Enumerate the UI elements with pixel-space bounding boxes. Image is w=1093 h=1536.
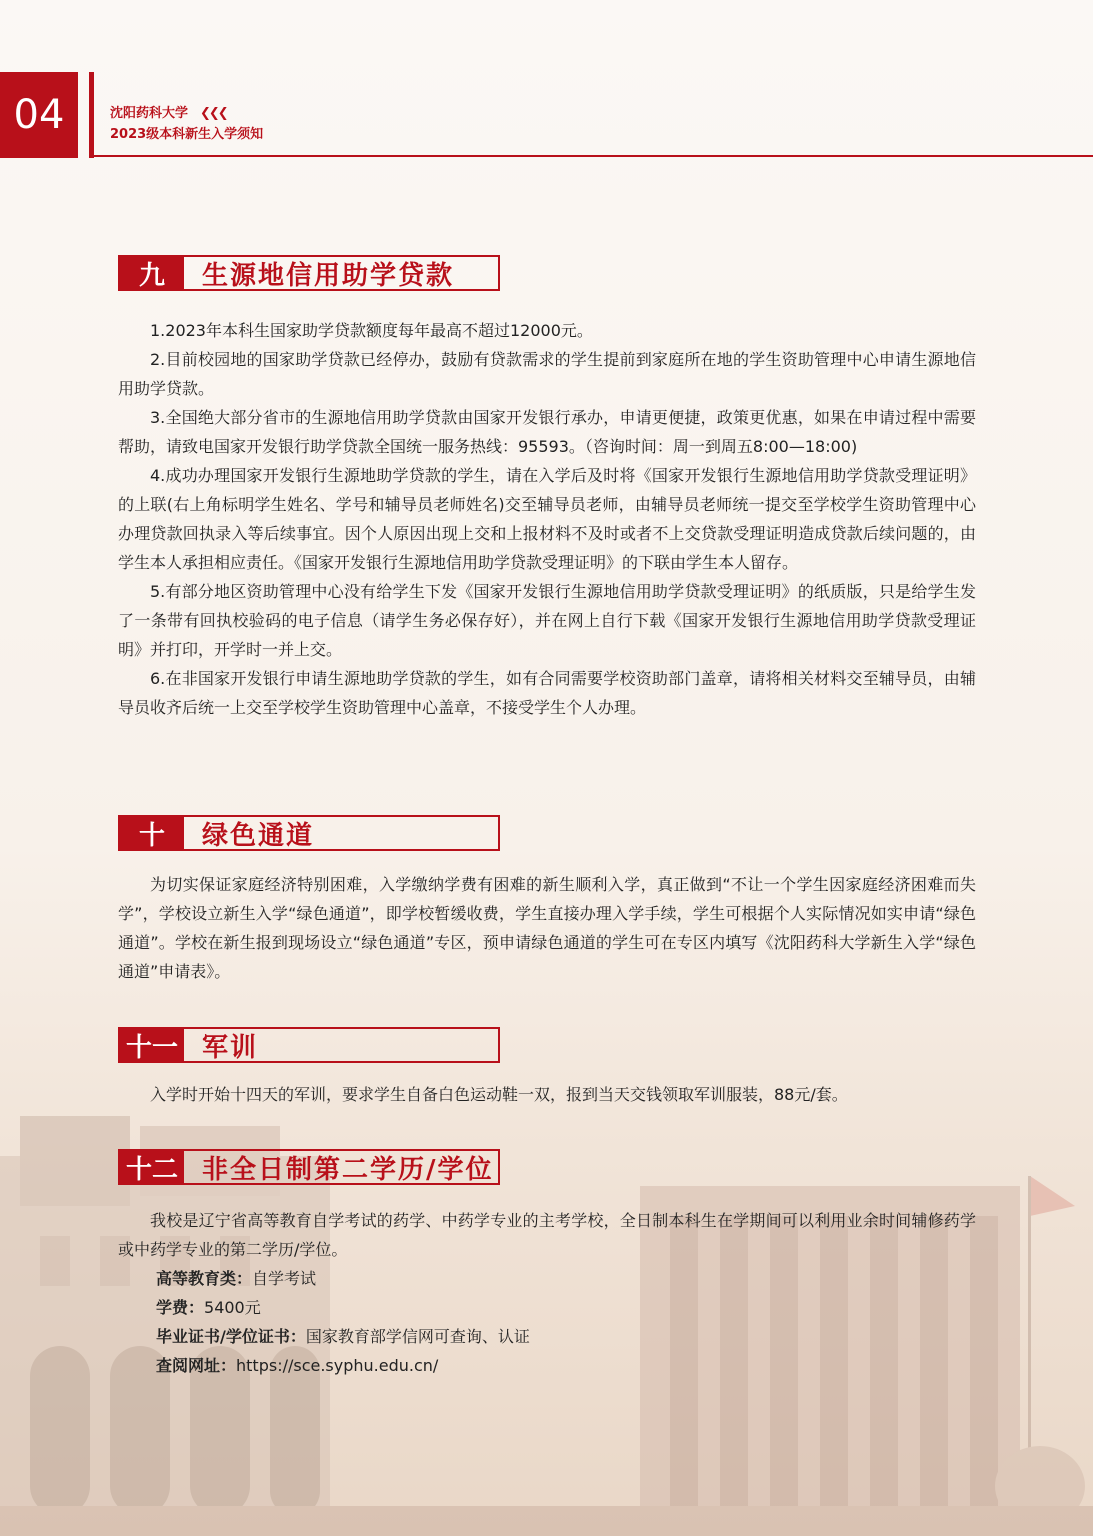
page-number-box: [0, 72, 78, 158]
detail-label: 查阅网址：: [156, 1356, 237, 1375]
paragraph: 1.2023年本科生国家助学贷款额度每年最高不超过12000元。: [150, 321, 593, 340]
detail-row: [118, 1293, 976, 1322]
section-body-military-training: [118, 1080, 976, 1109]
section-body-loan: [118, 316, 976, 722]
section-header-second-degree: [118, 1149, 500, 1185]
paragraph: 6.在非国家开发银行申请生源地助学贷款的学生，如有合同需要学校资助部门盖章，请将相关材料交至辅导员，由辅导员收齐后统一上交至学校学生资助管理中心盖章，不接受学生个人办理。: [118, 669, 976, 717]
paragraph: 2.目前校园地的国家助学贷款已经停办，鼓励有贷款需求的学生提前到家庭所在地的学生资助管理中心申请生源地信用助学贷款。: [118, 350, 976, 398]
paragraph: 5.有部分地区资助管理中心没有给学生下发《国家开发银行生源地信用助学贷款受理证明》的纸质版，只是给学生发了一条带有回执校验码的电子信息（请学生务必保存好），并在网上自行下载《国家开发银行生源地信用助学贷款受理证明》并打印，开学时一并上交。: [118, 582, 976, 659]
page-number: 04: [13, 92, 65, 138]
detail-label: 毕业证书/学位证书：: [156, 1327, 306, 1346]
header-vertical-bar: [89, 72, 94, 158]
detail-row: [118, 1264, 976, 1293]
section-body-green-channel: [118, 870, 976, 986]
paragraph: 我校是辽宁省高等教育自学考试的药学、中药学专业的主考学校，全日制本科生在学期间可以利用业余时间辅修药学或中药学专业的第二学历/学位。: [118, 1211, 976, 1259]
header-divider: [94, 155, 1093, 157]
paragraph: 为切实保证家庭经济特别困难，入学缴纳学费有困难的新生顺利入学，真正做到“不让一个学生因家庭经济困难而失学”，学校设立新生入学“绿色通道”，即学校暂缓收费，学生直接办理入学手续，学生可根据个人实际情况如实申请“绿色通道”。学校在新生报到现场设立“绿色通道”专区，预申请绿色通道的学生可在专区内填写《沈阳药科大学新生入学“绿色通道”申请表》。: [118, 875, 976, 981]
detail-label: 学费：: [156, 1298, 205, 1317]
section-number: 十二: [120, 1151, 184, 1183]
section-header-loan: [118, 255, 500, 291]
section-title: 军训: [202, 1032, 259, 1063]
section-title: 非全日制第二学历/学位: [202, 1154, 494, 1185]
section-number: 十一: [120, 1029, 184, 1061]
section-body-second-degree: [118, 1206, 976, 1380]
section-number: 十: [120, 817, 184, 849]
detail-label: 高等教育类：: [156, 1269, 253, 1288]
section-number: 九: [120, 257, 184, 289]
section-header-green-channel: [118, 815, 500, 851]
school-name: 沈阳药科大学: [110, 106, 189, 121]
header-text: [110, 103, 263, 145]
detail-row: [118, 1351, 976, 1380]
section-title: 绿色通道: [202, 820, 315, 851]
detail-row: [118, 1322, 976, 1351]
chevrons-left-icon: ❮❮❮: [200, 106, 227, 121]
detail-value: 自学考试: [252, 1269, 317, 1288]
detail-value: 5400元: [204, 1298, 261, 1317]
paragraph: 4.成功办理国家开发银行生源地助学贷款的学生，请在入学后及时将《国家开发银行生源地信用助学贷款受理证明》的上联(右上角标明学生姓名、学号和辅导员老师姓名)交至辅导员老师，由辅导员老师统一提交至学校学生资助管理中心办理贷款回执录入等后续事宜。因个人原因出现上交和上报材料不及时或者不上交贷款受理证明造成贷款后续问题的，由学生本人承担相应责任。《国家开发银行生源地信用助学贷款受理证明》的下联由学生本人留存。: [118, 466, 976, 572]
paragraph: 入学时开始十四天的军训，要求学生自备白色运动鞋一双，报到当天交钱领取军训服装，88元/套。: [150, 1085, 848, 1104]
header-subtitle: 2023级本科新生入学须知: [110, 127, 264, 142]
section-title: 生源地信用助学贷款: [202, 260, 455, 291]
website-link[interactable]: https://sce.syphu.edu.cn/: [236, 1356, 439, 1375]
detail-value: 国家教育部学信网可查询、认证: [305, 1327, 530, 1346]
paragraph: 3.全国绝大部分省市的生源地信用助学贷款由国家开发银行承办，申请更便捷，政策更优惠，如果在申请过程中需要帮助，请致电国家开发银行助学贷款全国统一服务热线：95593。（咨询时间：周一到周五8:00—18:00): [118, 408, 976, 456]
section-header-military-training: [118, 1027, 500, 1063]
